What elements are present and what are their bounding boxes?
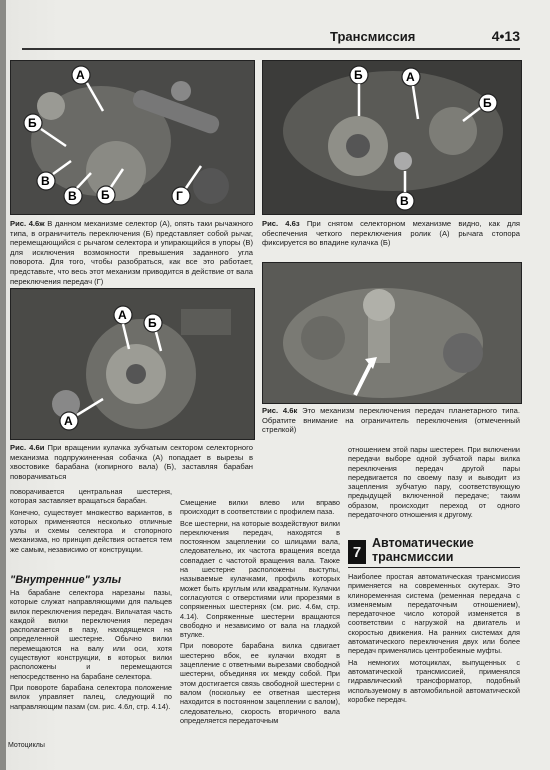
callout-label: А xyxy=(118,308,127,322)
paragraph: На немногих мотоциклах, выпущенных с автоматической трансмиссией, применялся гидравлический трансформатор, подобный используемому в автомобильной автоматической коробке передач. xyxy=(348,657,520,704)
column-1-continued xyxy=(10,588,172,711)
callout-label: Б xyxy=(101,188,110,202)
figure-caption-4-6i xyxy=(10,443,253,481)
callout-label: В xyxy=(68,189,77,203)
callout-label: А xyxy=(64,414,73,428)
callout-label: Г xyxy=(176,189,183,203)
figure-photo-4-6k xyxy=(262,262,522,404)
page-number: 4•13 xyxy=(491,28,520,44)
paragraph: поворачивается центральная шестерня, которая заставляет вращаться барабан. xyxy=(10,487,172,506)
paragraph: Все шестерни, на которые воздействуют вилки переключения передач, находятся в постоянном зацеплении со шлицами вала, следовательно, их частота вращения всегда совпадает с частотой вращения вала. Также на шестерне расположены выступы, называемые кулачками, профиль которых может быть круглым или квадратным. Кулачки согласуются с отверстиями или прорезями в сопряженных шестернях (см. рис. 4.6м, стр. 4.14). Сопряженные шестерни вращаются свободно и независимо от вала на гладкой втулке. xyxy=(180,518,340,640)
caption-label: Рис. 4.6ж xyxy=(10,219,45,228)
caption-text: Это механизм переключения передач планетарного типа. Обратите внимание на ограничитель переключения (отмеченный стрелкой) xyxy=(262,406,520,435)
figure-photo-4-6zh xyxy=(10,60,255,215)
caption-label: Рис. 4.6к xyxy=(262,406,298,415)
callout-label: А xyxy=(406,70,415,84)
figure-photo-4-6i xyxy=(10,288,255,440)
callout-label: В xyxy=(400,194,409,208)
paragraph: При повороте барабана вилка сдвигает шестерню вбок, ее кулачки входят в зацепление с ответными вырезами свободной шестерни, объединяя их между собой. При этом достигается связь свободной шестерни с валом (поскольку ее ответная шестерня находится в постоянном зацеплении с валом), следовательно, скорость вторичного вала определяется передаточным xyxy=(180,641,340,725)
section-title: Автоматические трансмиссии xyxy=(372,536,474,564)
header-rule xyxy=(22,48,520,50)
paragraph: отношением этой пары шестерен. При включении передачи выборе одной зубчатой пары вилка переключения передач другой пары передвигается по своему пазу и выводит из зацепления зубчатую пару, соответствующую предыдущей включенной передаче; таким образом, происходит переход от одного передаточного отношения к другому. xyxy=(348,445,520,520)
column-2 xyxy=(180,498,340,725)
callout-label: Б xyxy=(28,116,37,130)
figure-caption-4-6k xyxy=(262,406,520,435)
paragraph: Конечно, существует множество вариантов, в которых применяются несколько отличные узлы и схемы селектора и стопорного механизма, но принцип действия остается тем же самым, независимо от конструкции. xyxy=(10,507,172,554)
callout-label: Б xyxy=(148,316,157,330)
callout-label: В xyxy=(41,174,50,188)
paragraph: На барабане селектора нарезаны пазы, которые служат направляющими для пальцев вилок переключения передач. Вильчатая часть каждой вилки переключения передач располагается в пазу, находящемся на определенной шестерне. Обычно вилки перемещаются на валу или оси, хотя существуют конструкции, в которых вилки расположены и перемещаются непосредственно на барабане селектора. xyxy=(10,588,172,681)
column-1 xyxy=(10,487,172,554)
callout-label: Б xyxy=(354,68,363,82)
caption-label: Рис. 4.6з xyxy=(262,219,300,228)
callout-label: А xyxy=(76,68,85,82)
figure-caption-4-6z xyxy=(262,219,520,248)
caption-label: Рис. 4.6и xyxy=(10,443,45,452)
figure-photo-4-6z xyxy=(262,60,522,215)
running-header xyxy=(330,26,520,46)
caption-text: При снятом селекторном механизме видно, как для обеспечения четкого переключения ролик (А) рычага стопора фиксируется во впадине кулачка (Б) xyxy=(262,219,520,248)
book-spine-shadow xyxy=(0,0,6,770)
caption-text: При вращении кулачка зубчатым сектором селекторного механизма подпружиненная собачка (А) попадает в вырезы в хвостовике барабана (копирного вала) (Б), заставляя барабан поворачиваться xyxy=(10,443,253,481)
section-number: 7 xyxy=(348,540,366,564)
caption-text: В данном механизме селектор (А), опять таки рычажного типа, в ограничитель переключения (Б) представляет собой рычаг, перемещающийся с рычагом селектора и упирающийся в упоры (В) для исключения возможности превышения заданного угла поворота. Для того, чтобы разобраться, как все это работает, представьте, что весь этот механизм приводится в действие от вала переключения передач (Г) xyxy=(10,219,253,286)
callout-label: Б xyxy=(483,96,492,110)
paragraph: Смещение вилки влево или вправо происходит в соответствии с профилем паза. xyxy=(180,498,340,517)
figure-caption-4-6zh xyxy=(10,219,253,286)
chapter-title: Трансмиссия xyxy=(330,28,416,44)
column-3 xyxy=(348,445,520,519)
footer-text: Мотоциклы xyxy=(8,742,45,749)
subsection-heading: "Внутренние" узлы xyxy=(10,574,122,586)
column-3-continued xyxy=(348,572,520,704)
section-rule xyxy=(348,567,520,568)
paragraph: Наиболее простая автоматическая трансмиссия применяется на современных скутерах. Это клиноременная система (ременная передача с изменяемым передаточным отношением), передаточное число которой изменяется в соответствии с нагрузкой на двигатель и скоростью движения. На ранних системах для автоматического переключения двух или более передач применялись центробежные муфты. xyxy=(348,572,520,656)
paragraph: При повороте барабана селектора положение вилок управляет палец, следующий по направляющим пазам (см. рис. 4.6л, стр. 4.14). xyxy=(10,682,172,711)
